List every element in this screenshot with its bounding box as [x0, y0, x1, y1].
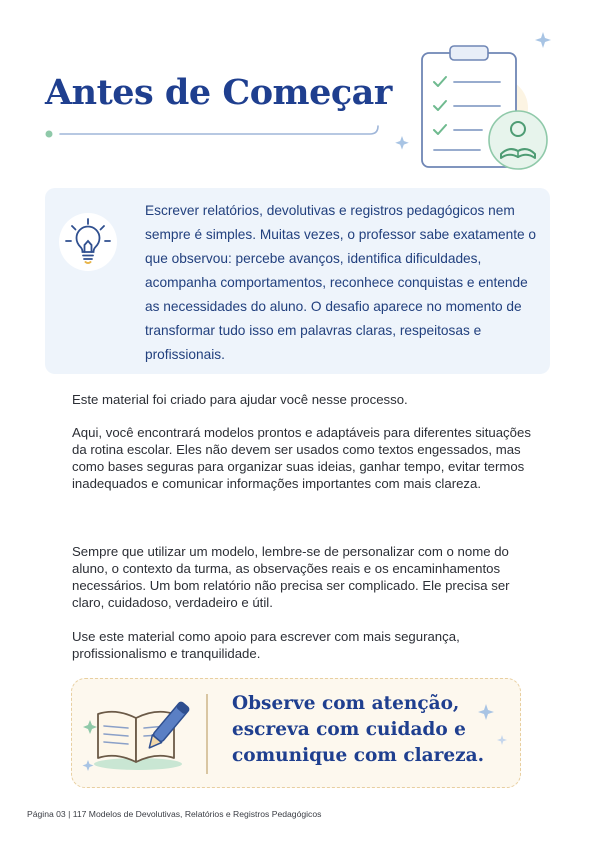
quote-divider: [206, 694, 208, 774]
page-title: Antes de Começar: [45, 72, 392, 113]
open-book-pen-icon: [80, 690, 192, 778]
body-paragraph: Use este material como apoio para escrever com mais segurança, profissionalismo e tranquilidade.: [72, 629, 460, 661]
intro-text: Escrever relatórios, devolutivas e registros pedagógicos nem sempre é simples. Muitas vezes, o professor sabe exatamente o que observou: percebe avanços, identifica dificuldades, acompanha comportamentos, reconhece conquistas e entende as necessidades do aluno. O desafio aparece no momento de transformar tudo isso em palavras claras, respeitosas e profissionais.: [145, 203, 537, 362]
lightbulb-icon: [57, 211, 119, 273]
title-underline: [40, 118, 385, 140]
page-footer: Página 03 | 117 Modelos de Devolutivas, Relatórios e Registros Pedagógicos: [27, 809, 322, 819]
quote-text: Observe com atenção, escreva com cuidado e comunique com clareza.: [232, 693, 485, 766]
sparkle-icon: [497, 735, 507, 745]
clipboard-checklist-reader-icon: [388, 28, 563, 178]
sparkle-icon: [477, 703, 495, 721]
body-paragraph: Este material foi criado para ajudar você nesse processo.: [72, 392, 408, 407]
body-paragraph: Sempre que utilizar um modelo, lembre-se de personalizar com o nome do aluno, o contexto da turma, as observações reais e os encaminhamentos necessários. Um bom relatório não precisa ser complicado. Ele precisa ser claro, cuidadoso, verdadeiro e útil.: [72, 544, 510, 610]
body-paragraph: Aqui, você encontrará modelos prontos e adaptáveis para diferentes situações da rotina escolar. Eles não devem ser usados como textos engessados, mas como bases seguras para organizar suas ideias, ganhar tempo, evitar termos inadequados e comunicar informações importantes com mais clareza.: [72, 425, 531, 491]
